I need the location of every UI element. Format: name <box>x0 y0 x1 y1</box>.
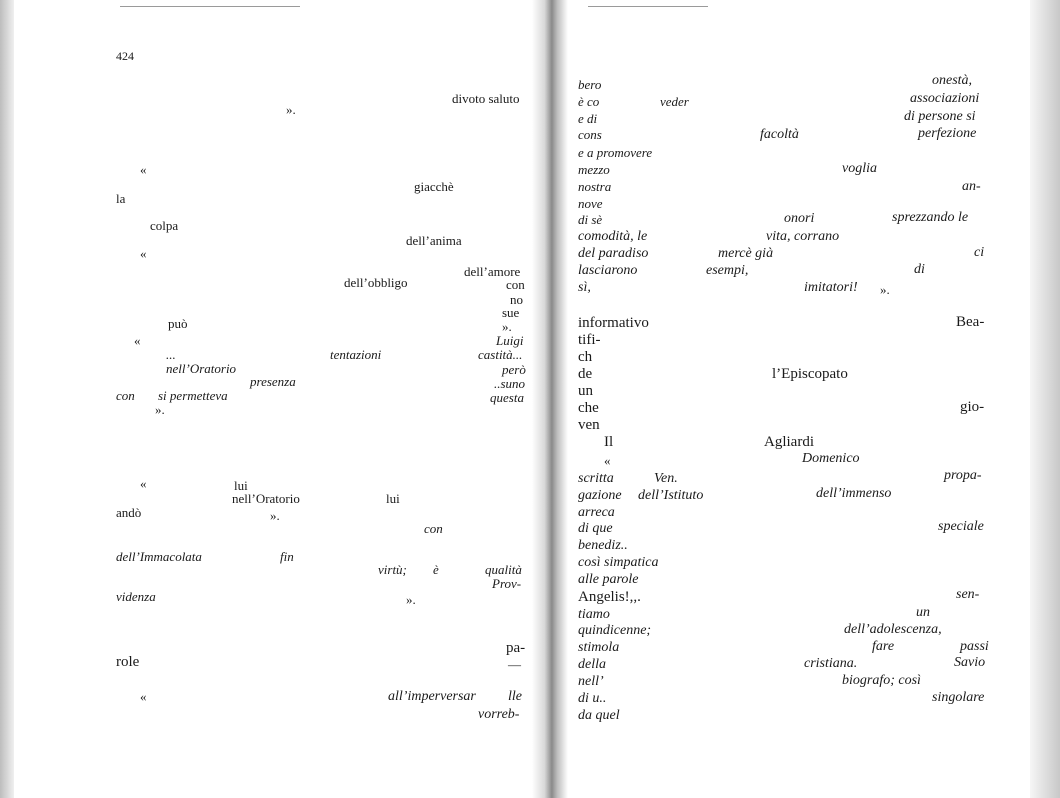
text-fragment: fare <box>872 639 895 654</box>
text-fragment: di u.. <box>578 691 607 706</box>
text-fragment: nove <box>578 196 603 211</box>
text-fragment: l’Episcopato <box>772 366 848 382</box>
text-fragment: sue <box>502 305 520 320</box>
text-fragment: e di <box>578 111 598 126</box>
right-page <box>548 0 1060 798</box>
text-fragment: imitatori! <box>804 280 858 295</box>
text-fragment: di persone si <box>904 109 976 124</box>
text-fragment: gazione <box>578 488 622 503</box>
text-fragment: Luigi <box>496 333 524 348</box>
text-fragment: speciale <box>938 519 984 534</box>
text-fragment: tentazioni <box>330 347 382 362</box>
text-fragment: dell’anima <box>406 233 462 248</box>
text-fragment: e a promovere <box>578 145 653 160</box>
text-fragment: « <box>140 162 147 177</box>
text-fragment: tifi- <box>578 332 601 348</box>
text-fragment: Savio <box>954 655 986 670</box>
text-fragment: sì, <box>578 280 591 295</box>
text-fragment: può <box>168 316 188 331</box>
text-fragment: « <box>134 333 141 348</box>
text-fragment: da quel <box>578 708 620 723</box>
text-fragment: con <box>506 277 525 292</box>
text-fragment: con <box>424 521 443 536</box>
text-fragment: mezzo <box>578 162 610 177</box>
text-fragment: del paradiso <box>578 246 649 261</box>
text-fragment: qualità <box>485 562 522 577</box>
text-fragment: però <box>502 362 526 377</box>
text-fragment: « <box>140 689 147 704</box>
text-fragment: facoltà <box>760 127 799 142</box>
text-fragment: lasciarono <box>578 263 638 278</box>
text-fragment: associazioni <box>910 91 980 106</box>
text-fragment: ». <box>502 319 512 334</box>
text-fragment: di sè <box>578 212 603 227</box>
text-fragment: stimola <box>578 640 620 655</box>
right-page-edge <box>1030 0 1060 798</box>
text-fragment: presenza <box>250 374 296 389</box>
text-fragment: colpa <box>150 218 179 233</box>
text-fragment: di <box>914 262 925 277</box>
text-fragment: così simpatica <box>578 555 659 570</box>
text-fragment: dell’amore <box>464 264 521 279</box>
text-fragment: tiamo <box>578 607 610 622</box>
text-fragment: an- <box>962 179 981 194</box>
text-fragment: scritta <box>578 471 614 486</box>
text-fragment: propa- <box>944 468 982 483</box>
text-fragment: fin <box>280 549 294 564</box>
text-fragment: sprezzando le <box>892 210 969 225</box>
text-fragment: arreca <box>578 505 615 520</box>
text-fragment: vita, corrano <box>766 229 840 244</box>
text-fragment: esempi, <box>706 263 749 278</box>
text-fragment: onestà, <box>932 73 973 88</box>
text-fragment: « <box>140 246 147 261</box>
text-fragment: videnza <box>116 589 156 604</box>
text-fragment: ... <box>166 347 176 362</box>
text-fragment: comodità, le <box>578 229 648 244</box>
text-fragment: informativo <box>578 315 649 331</box>
text-fragment: nell’Oratorio <box>166 361 237 376</box>
text-fragment: perfezione <box>918 126 977 141</box>
text-fragment: sen- <box>956 587 980 602</box>
text-fragment: di que <box>578 521 613 536</box>
text-fragment: ». <box>880 282 890 297</box>
text-fragment: passi <box>960 639 989 654</box>
text-fragment: role <box>116 654 140 670</box>
text-fragment: gio- <box>960 399 985 415</box>
text-fragment: ch <box>578 349 593 365</box>
text-fragment: lui <box>386 491 400 506</box>
text-fragment: voglia <box>842 161 877 176</box>
text-fragment: singolare <box>932 690 985 705</box>
text-fragment: dell’obbligo <box>344 275 408 290</box>
text-fragment: Bea- <box>956 314 985 330</box>
text-fragment: ». <box>406 592 416 607</box>
text-fragment: ». <box>155 402 165 417</box>
text-fragment: Ven. <box>654 471 678 486</box>
text-fragment: bero <box>578 77 602 92</box>
text-fragment: è <box>433 562 439 577</box>
text-fragment: lui <box>234 478 248 493</box>
text-fragment: dell’immenso <box>816 486 892 501</box>
text-fragment: si permetteva <box>158 388 228 403</box>
text-fragment: « <box>140 476 147 491</box>
text-fragment: Domenico <box>802 451 860 466</box>
text-fragment: giacchè <box>414 179 454 194</box>
text-fragment: pa- <box>506 640 526 656</box>
text-fragment: lle <box>508 689 522 704</box>
text-fragment: benediz.. <box>578 538 628 553</box>
book-gutter <box>532 0 568 798</box>
text-fragment: all’imperversar <box>388 689 476 704</box>
text-fragment: che <box>578 400 599 416</box>
text-fragment: no <box>510 292 523 307</box>
text-fragment: — <box>508 657 521 672</box>
text-fragment: divoto saluto <box>452 91 520 106</box>
text-fragment: onori <box>784 211 815 226</box>
text-fragment: castità... <box>478 347 523 362</box>
text-fragment: ..suno <box>494 376 526 391</box>
text-fragment: un <box>578 383 593 399</box>
text-fragment: biografo; così <box>842 673 921 688</box>
text-fragment: Il <box>604 434 614 450</box>
text-fragment: della <box>578 657 606 672</box>
text-fragment: de <box>578 366 593 382</box>
text-fragment: ». <box>270 508 280 523</box>
text-fragment: dell’adolescenza, <box>844 622 942 637</box>
text-fragment: « <box>604 453 611 468</box>
text-fragment: questa <box>490 390 524 405</box>
text-fragment: la <box>116 191 126 206</box>
text-fragment: vorreb- <box>478 707 520 722</box>
text-fragment: quindicenne; <box>578 623 652 638</box>
text-fragment: Angelis!,,. <box>578 589 641 605</box>
text-fragment: nell’ <box>578 674 604 689</box>
text-fragment: virtù; <box>378 562 407 577</box>
page-number: 424 <box>116 49 134 63</box>
text-fragment: ». <box>286 102 296 117</box>
text-fragment: ven <box>578 417 600 433</box>
text-fragment: nell’Oratorio <box>232 491 300 506</box>
text-fragment: è co <box>578 94 600 109</box>
text-fragment: mercè già <box>718 246 774 261</box>
text-fragment: alle parole <box>578 572 639 587</box>
text-fragment: cons <box>578 127 602 142</box>
text-fragment: andò <box>116 505 142 520</box>
text-fragment: nostra <box>578 179 612 194</box>
text-fragment: veder <box>660 94 689 109</box>
text-fragment: ci <box>974 245 985 260</box>
text-fragment: dell’Istituto <box>638 488 704 503</box>
text-fragment: Prov- <box>492 576 522 591</box>
text-fragment: dell’Immacolata <box>116 549 202 564</box>
top-rule <box>120 6 300 7</box>
text-fragment: Agliardi <box>764 434 814 450</box>
top-rule <box>588 6 708 7</box>
text-fragment: cristiana. <box>804 656 858 671</box>
text-fragment: con <box>116 388 135 403</box>
text-fragment: un <box>916 605 930 620</box>
left-page-edge <box>0 0 14 798</box>
